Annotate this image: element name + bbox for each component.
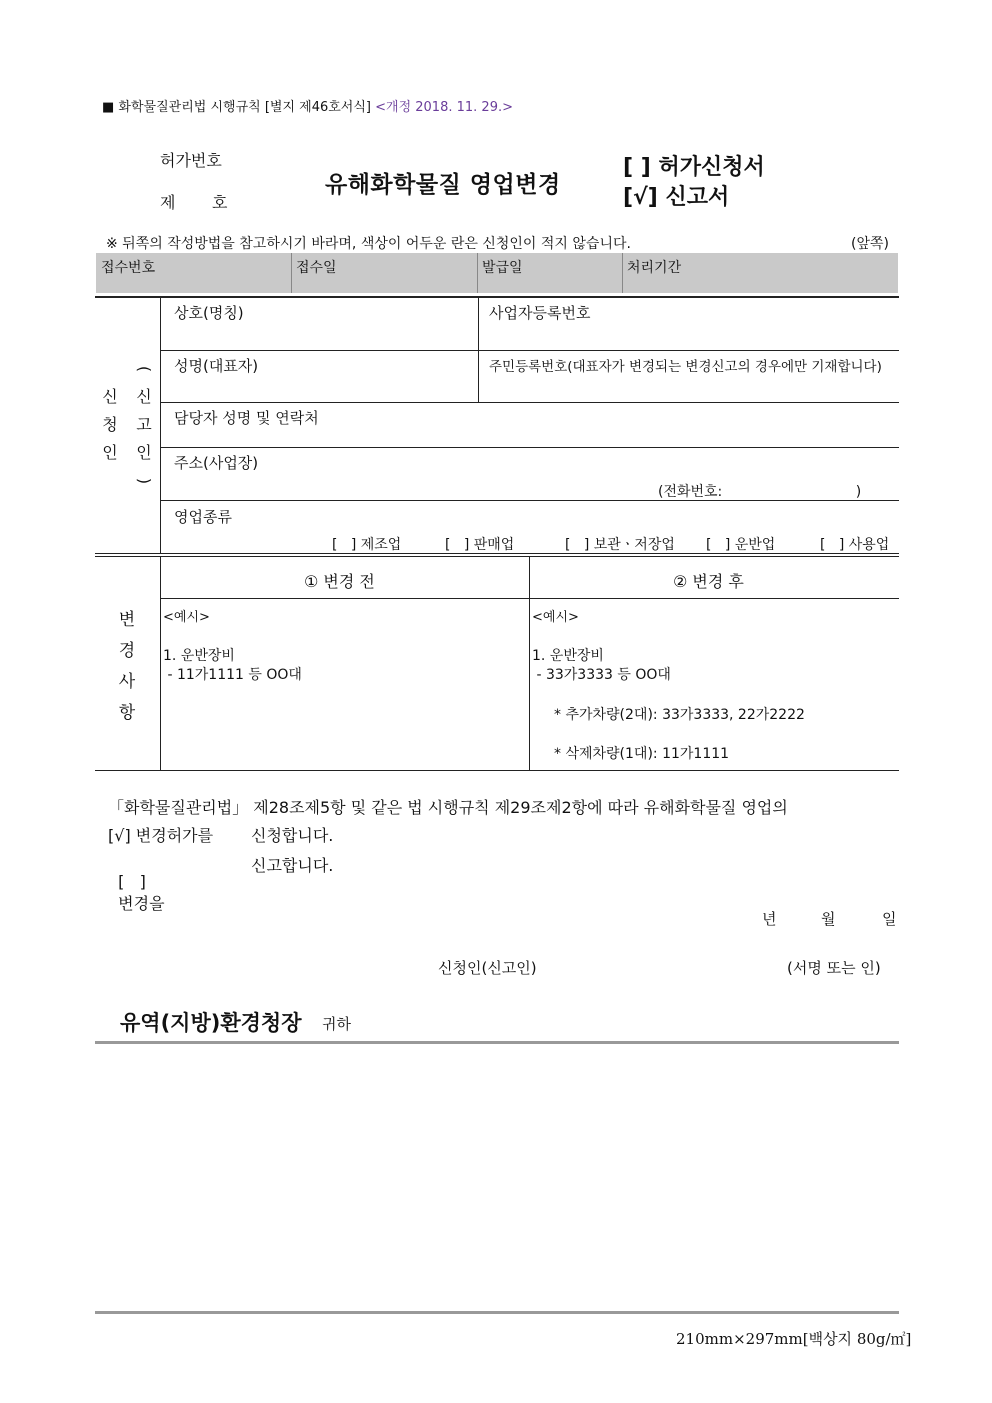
- section-divider: [95, 1041, 899, 1044]
- date-month[interactable]: 월: [821, 910, 836, 928]
- before-example-label: <예시>: [163, 610, 210, 625]
- receipt-date-label: 접수일: [296, 260, 337, 276]
- notice-text: ※ 뒤쪽의 작성방법을 참고하시기 바라며, 색상이 어두운 란은 신청인이 적지 않습니다.: [106, 236, 631, 252]
- business-type-label: 영업종류: [174, 508, 232, 526]
- option-report: [623, 180, 729, 211]
- business-type-use[interactable]: [ ] 사용업: [820, 537, 890, 553]
- je-label: 제: [160, 193, 176, 212]
- applicant-side-label: 신 청 인: [102, 387, 118, 462]
- after-change-header: ② 변경 후: [673, 572, 744, 591]
- address-field[interactable]: 주소(사업장): [174, 454, 259, 472]
- option-report-label: 신고서: [665, 185, 730, 210]
- business-type-transport[interactable]: [ ] 운반업: [706, 537, 776, 553]
- recipient-honorific: 귀하: [322, 1015, 351, 1033]
- declaration-permit-box[interactable]: [√]: [108, 826, 131, 845]
- declaration-line-permit: [√] 변경허가를: [108, 826, 214, 845]
- law-ref-text: ■ 화학물질관리법 시행규칙 [별지 제46호서식]: [102, 100, 371, 115]
- option-permit-box[interactable]: [ ]: [623, 155, 651, 180]
- after-example-label: <예시>: [532, 610, 579, 625]
- revision-date: <개정 2018. 11. 29.>: [375, 100, 513, 115]
- after-detail: - 33가3333 등 OO대: [532, 667, 671, 683]
- after-item: 1. 운반장비: [532, 648, 604, 664]
- representative-field[interactable]: 성명(대표자): [174, 357, 259, 375]
- law-reference: [102, 96, 513, 115]
- permit-number-label: 허가번호: [160, 151, 222, 170]
- declaration-line-report: [ ] 변경을: [118, 872, 165, 913]
- after-removed-vehicles: * 삭제차량(1대): 11가1111: [554, 746, 730, 762]
- date-day[interactable]: 일: [882, 910, 897, 928]
- business-type-manufacturing[interactable]: [ ] 제조업: [332, 537, 402, 553]
- declaration-report-box[interactable]: [ ]: [118, 872, 146, 891]
- page-side-label: (앞쪽): [851, 236, 889, 252]
- footer-divider: [95, 1311, 899, 1314]
- option-permit-application: [623, 150, 765, 181]
- declaration-permit-action: 신청합니다.: [251, 826, 334, 845]
- paper-size-note: 210mm×297mm[백상지 80g/㎡]: [676, 1330, 912, 1348]
- business-type-storage[interactable]: [ ] 보관ㆍ저장업: [565, 537, 675, 553]
- business-type-sales[interactable]: [ ] 판매업: [445, 537, 515, 553]
- receipt-number-label: 접수번호: [101, 260, 156, 276]
- before-detail: - 11가1111 등 OO대: [163, 667, 302, 683]
- contact-person-field[interactable]: 담당자 성명 및 연락처: [174, 409, 319, 427]
- ho-label: 호: [212, 193, 228, 212]
- after-added-vehicles: * 추가차량(2대): 33가3333, 22가2222: [554, 707, 805, 723]
- form-title: 유해화학물질 영업변경: [325, 172, 561, 198]
- resident-number-field[interactable]: 주민등록번호(대표자가 변경되는 변경신고의 경우에만 기재합니다): [489, 359, 882, 375]
- business-registration-field[interactable]: 사업자등록번호: [489, 304, 591, 322]
- before-change-header: ① 변경 전: [304, 572, 375, 591]
- signature-field[interactable]: (서명 또는 인): [787, 959, 881, 977]
- reporter-side-label: ( 신 고 인 ): [135, 365, 154, 485]
- recipient-name: 유역(지방)환경청장: [120, 1011, 302, 1035]
- before-item: 1. 운반장비: [163, 648, 235, 664]
- applicant-signature-label: 신청인(신고인): [438, 959, 537, 977]
- declaration-text: 「화학물질관리법」 제28조제5항 및 같은 법 시행규칙 제29조제2항에 따라 유해화학물질 영업의: [108, 798, 788, 817]
- issue-date-label: 발급일: [482, 260, 523, 276]
- declaration-report-action: 신고합니다.: [251, 856, 334, 875]
- date-year[interactable]: 년: [762, 910, 777, 928]
- processing-period-label: 처리기간: [627, 260, 682, 276]
- option-permit-label: 허가신청서: [658, 155, 765, 180]
- changes-side-label: 변 경 사 항: [118, 610, 136, 723]
- company-name-field[interactable]: 상호(명칭): [174, 304, 244, 322]
- option-report-box[interactable]: [√]: [623, 185, 658, 210]
- phone-number-field[interactable]: (전화번호: ): [658, 484, 862, 500]
